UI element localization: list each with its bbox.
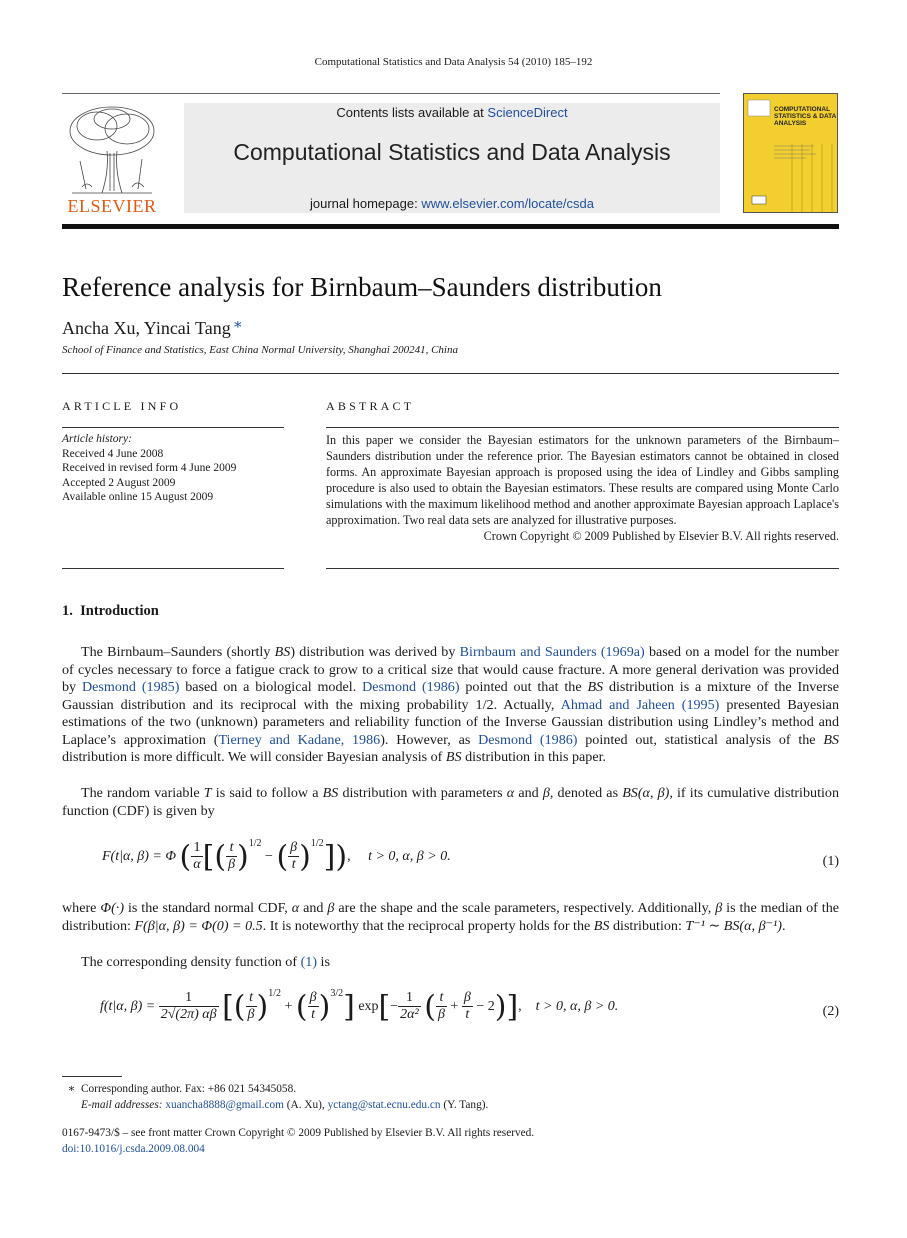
phi-symbol: Φ(·): [100, 900, 125, 916]
eq2-beta2: β: [437, 1007, 445, 1023]
authors: [62, 315, 243, 339]
eq2-exponent-a: 1/2: [268, 988, 281, 999]
equation-2: f(t|α, β) = $\frac{1}{2√(2\pi) \alpha\beta}$ [( $\frac{t}{\beta}$ )$^{1/2}$ + ( $\frac{\beta}{t}$ )$^{3/2}$] exp[− $\frac{1}{\text{2α²}}$ ( $\frac{t}{\beta}$ + $\frac{\beta}{t}$ − 2)], t > 0, α, β > 0. (2): [100, 988, 839, 1025]
section-title: Introduction: [80, 603, 159, 619]
intro-paragraph-4: [62, 954, 839, 972]
eq1-bracket-open: [: [202, 839, 215, 875]
eq2-frac-prefactor: [159, 990, 219, 1023]
eq2-plus2: +: [450, 999, 459, 1014]
eq2-num: 1: [185, 990, 193, 1006]
text-run: is the median of the distribution:: [62, 900, 839, 934]
eq1-exponent-a: 1/2: [248, 838, 262, 849]
eq2-paren-a-close: ): [256, 989, 269, 1025]
text-run: and: [514, 785, 543, 801]
text-run: The random variable: [81, 785, 204, 801]
text-run: presented Bayesian estimations of the two (unknown) parameters and reliability function of the Inverse Gaussian distribution using Lindley’s method and Laplace’s approximation (: [62, 696, 839, 748]
author-names: Ancha Xu, Yincai Tang: [62, 318, 231, 338]
title-rule: [62, 373, 839, 374]
eq2-t-den: t: [311, 1007, 316, 1023]
eq2-frac-one-2alpha2: [398, 990, 421, 1023]
citation-tierney-kadane[interactable]: Tierney and Kadane, 1986: [218, 731, 381, 748]
eq2-beta: β: [247, 1007, 255, 1023]
email-link-xu[interactable]: xuancha8888@gmail.com: [165, 1099, 284, 1111]
header-rule: [62, 93, 720, 94]
eq1-paren-inner2-close: ): [299, 839, 311, 875]
eq1-t: t: [229, 840, 234, 856]
text-run: where: [62, 900, 101, 916]
eq1-paren-inner-close: ): [237, 839, 249, 875]
history-label: Article history:: [62, 433, 132, 445]
article-info-bottom-rule: [62, 568, 284, 569]
text-run: pointed out, statistical analysis of the: [577, 731, 824, 748]
text-run: distribution is more difficult. We will consider Bayesian analysis of: [62, 749, 446, 765]
text-run: The corresponding density function of: [81, 954, 301, 970]
citation-ahmad-jaheen[interactable]: Ahmad and Jaheen (1995): [560, 696, 720, 713]
eq1-paren-inner-open: (: [214, 839, 227, 875]
bs-symbol: BS: [445, 749, 462, 765]
var-beta: β: [542, 785, 550, 801]
section-heading-introduction: [62, 603, 159, 620]
bs-symbol: BS: [274, 644, 291, 660]
footnotes: [62, 1081, 839, 1113]
abstract-copyright: Crown Copyright © 2009 Published by Elsevier B.V. All rights reserved.: [483, 529, 839, 543]
front-matter-line: 0167-9473/$ – see front matter Crown Copyright © 2009 Published by Elsevier B.V. All rights reserved.: [62, 1127, 535, 1139]
eq2-minus: −: [390, 999, 399, 1014]
text-run: .: [781, 917, 786, 934]
eq1-frac-t-beta: [226, 840, 237, 873]
text-run: . It is noteworthy that the reciprocal property holds for the: [262, 917, 594, 934]
equation-ref-1[interactable]: (1): [300, 954, 318, 970]
eq2-bracket-close: ]: [343, 989, 355, 1025]
eq2-paren-c-open: (: [424, 989, 436, 1025]
eq1-paren-close: ): [335, 839, 348, 875]
sciencedirect-link[interactable]: ScienceDirect: [487, 105, 568, 120]
eq2-num2: 1: [405, 990, 413, 1006]
homepage-line: [184, 196, 720, 211]
history-accepted: Accepted 2 August 2009: [62, 476, 176, 489]
var-T: T: [203, 785, 212, 801]
text-run: , denoted as: [549, 785, 623, 801]
eq1-num: 1: [193, 840, 201, 856]
footnote-corresponding-text: Corresponding author. Fax: +86 021 54345058.: [81, 1083, 297, 1095]
article-info-rule: [62, 427, 284, 428]
var-alpha: α: [291, 900, 300, 916]
homepage-link[interactable]: www.elsevier.com/locate/csda: [421, 196, 594, 211]
footnote-emails: [62, 1097, 839, 1113]
var-alpha: α: [506, 785, 515, 801]
eq2-plus: +: [284, 999, 293, 1014]
history-revised: Received in revised form 4 June 2009: [62, 462, 237, 474]
eq2-t: t: [249, 990, 253, 1006]
bs-symbol: BS: [322, 785, 339, 801]
corresponding-author-mark[interactable]: ∗: [232, 317, 243, 333]
journal-cover: [743, 93, 838, 213]
text-run: distribution with parameters: [338, 785, 507, 801]
eq2-bracket2-open: [: [378, 989, 391, 1025]
eq2-bracket-open: [: [222, 989, 234, 1025]
intro-paragraph-2: [62, 785, 839, 820]
var-beta: β: [327, 900, 335, 916]
intro-paragraph-3: [62, 900, 839, 935]
reciprocal-expression: T⁻¹ ∼ BS(α, β⁻¹): [685, 917, 782, 934]
abstract-bottom-rule: [326, 568, 839, 569]
citation-desmond-1985[interactable]: Desmond (1985): [81, 679, 180, 695]
article-info-heading: ARTICLE INFO: [62, 399, 182, 413]
citation-birnbaum-saunders[interactable]: Birnbaum and Saunders (1969a): [459, 644, 645, 660]
eq2-frac-beta-t: [308, 990, 319, 1023]
text-run: distribution is a mixture of the Inverse Gaussian distribution and its reciprocal with the mixing probability 1/2. Actually,: [62, 679, 839, 713]
abstract-rule: [326, 427, 839, 428]
homepage-prefix: journal homepage:: [310, 196, 422, 211]
equation-number-2: (2): [822, 1004, 839, 1019]
eq1-beta: β: [228, 857, 236, 873]
journal-header: [62, 93, 720, 223]
eq1-frac-one-alpha: [191, 840, 202, 873]
eq1-paren-open: (: [179, 839, 192, 875]
contents-prefix: Contents lists available at: [336, 105, 488, 120]
eq2-t3: t: [465, 1007, 470, 1023]
text-run: and: [299, 900, 328, 916]
text-run: ). However, as: [380, 731, 479, 748]
intro-paragraph-1: [62, 644, 839, 767]
eq2-exponent-b: 3/2: [330, 988, 344, 999]
text-run: based on a biological model.: [179, 679, 363, 695]
cover-title: COMPUTATIONAL STATISTICS & DATA ANALYSIS: [774, 106, 837, 127]
var-beta: β: [715, 900, 723, 916]
eq1-lhs: F(t|α, β) = Φ: [102, 849, 177, 864]
eq2-condition: t > 0, α, β > 0.: [535, 999, 619, 1014]
contents-line: [184, 105, 720, 120]
article-history: [62, 432, 284, 505]
front-matter: [62, 1125, 839, 1157]
email-owner-xu: (A. Xu),: [283, 1099, 328, 1111]
eq1-exponent-b: 1/2: [310, 838, 324, 849]
email-link-tang[interactable]: yctang@stat.ecnu.edu.cn: [327, 1099, 441, 1111]
abstract: [326, 432, 839, 544]
journal-title: Computational Statistics and Data Analysis: [233, 139, 671, 165]
affiliation: School of Finance and Statistics, East China Normal University, Shanghai 200241, China: [62, 344, 458, 356]
eq2-beta3: β: [463, 990, 471, 1006]
eq1-den: [191, 856, 202, 873]
text-run: is the standard normal CDF,: [124, 900, 292, 916]
eq2-t2: t: [439, 990, 444, 1006]
eq1-frac-beta-t: [288, 840, 299, 873]
abstract-heading: ABSTRACT: [326, 399, 415, 413]
eq2-paren-a-open: (: [233, 989, 246, 1025]
history-received: Received 4 June 2008: [62, 447, 164, 460]
eq2-paren-b-open: (: [295, 989, 308, 1025]
eq1-paren-inner2-open: (: [276, 839, 289, 875]
eq2-paren-c-close: ): [494, 989, 507, 1025]
equation-number-1: (1): [822, 854, 839, 869]
bs-symbol: BS: [823, 731, 839, 748]
bs-notation: BS(α, β): [622, 785, 670, 801]
median-expression: F(β|α, β) = Φ(0) = 0.5: [134, 917, 263, 934]
text-run: is: [317, 954, 330, 970]
eq2-lhs: f(t|α, β) =: [100, 999, 156, 1014]
email-owner-tang: (Y. Tang).: [440, 1099, 489, 1111]
eq2-frac-beta-t-2: [462, 990, 473, 1023]
text-run: , if its cumulative distribution function (CDF) is given by: [62, 785, 839, 819]
text-run: The Birnbaum–Saunders (shortly: [81, 644, 275, 660]
text-run: ) distribution was derived by: [290, 644, 460, 660]
eq2-exp: exp: [358, 999, 379, 1014]
eq1-beta-num: β: [290, 840, 298, 856]
eq2-bracket2-close: ]: [506, 989, 519, 1025]
email-label: E-mail addresses:: [81, 1099, 163, 1111]
bs-symbol: BS: [593, 917, 610, 934]
eq1-t-den: t: [291, 857, 296, 873]
history-online: Available online 15 August 2009: [62, 491, 214, 503]
eq1-alpha: α: [193, 857, 201, 873]
elsevier-wordmark: ELSEVIER: [67, 196, 157, 216]
citation-desmond-1986-b[interactable]: Desmond (1986): [478, 731, 578, 748]
eq2-den2: 2α²: [400, 1007, 419, 1023]
eq2-beta-num: β: [309, 990, 317, 1006]
section-number: 1.: [62, 603, 73, 619]
footnote-mark: ∗: [67, 1083, 76, 1095]
text-run: is said to follow a: [211, 785, 323, 801]
text-run: based on a model for the number of cycles necessary to force a fatigue crack to grow to a critical size that would cause fracture. A more general derivation was provided by: [62, 644, 839, 695]
text-run: distribution in this paper.: [461, 749, 607, 765]
text-run: pointed out that the: [459, 679, 588, 695]
text-run: are the shape and the scale parameters, respectively. Additionally,: [334, 900, 716, 916]
footnote-corresponding: [62, 1081, 839, 1097]
text-run: distribution:: [609, 917, 686, 934]
eq2-frac-t-beta: [246, 990, 257, 1023]
equation-1: F(t|α, β) = Φ ( $\frac{1}{\alpha}$ [( $\frac{t}{\beta}$ )$^{1/2}$ − ( $\frac{\beta}{t}$ )$^{1/2}$]), t > 0, α, β > 0. (1): [102, 838, 839, 875]
eq2-frac-t-beta-2: [436, 990, 447, 1023]
eq1-minus: −: [265, 849, 273, 864]
running-head: Computational Statistics and Data Analysis 54 (2010) 185–192: [314, 56, 593, 68]
article-title: Reference analysis for Birnbaum–Saunders distribution: [62, 272, 662, 302]
eq1-condition: t > 0, α, β > 0.: [368, 849, 451, 864]
header-thick-rule: [62, 224, 839, 229]
eq2-den: 2√(2π) αβ: [160, 1007, 217, 1023]
citation-desmond-1986[interactable]: Desmond (1986): [362, 679, 460, 695]
eq1-bracket-close: ]: [323, 839, 336, 875]
eq2-minus-two: − 2: [476, 999, 495, 1014]
doi-link[interactable]: doi:10.1016/j.csda.2009.08.004: [62, 1143, 205, 1155]
eq2-paren-b-close: ): [318, 989, 331, 1025]
bs-symbol: BS: [587, 679, 604, 695]
footnote-rule: [62, 1076, 122, 1077]
abstract-text: In this paper we consider the Bayesian estimators for the unknown parameters of the Birnbaum–Saunders distribution under the reference prior. The Bayesian estimators cannot be obtained in closed forms. An approximate Bayesian approach is proposed using the idea of Lindley and Gibbs sampling procedure is also used to obtain the Bayesian estimators. These results are compared using Monte Carlo simulations with the maximum likelihood method and another approximate Bayesian approach Laplace's approximation. Two real data sets are analyzed for illustrative purposes.: [326, 433, 839, 527]
